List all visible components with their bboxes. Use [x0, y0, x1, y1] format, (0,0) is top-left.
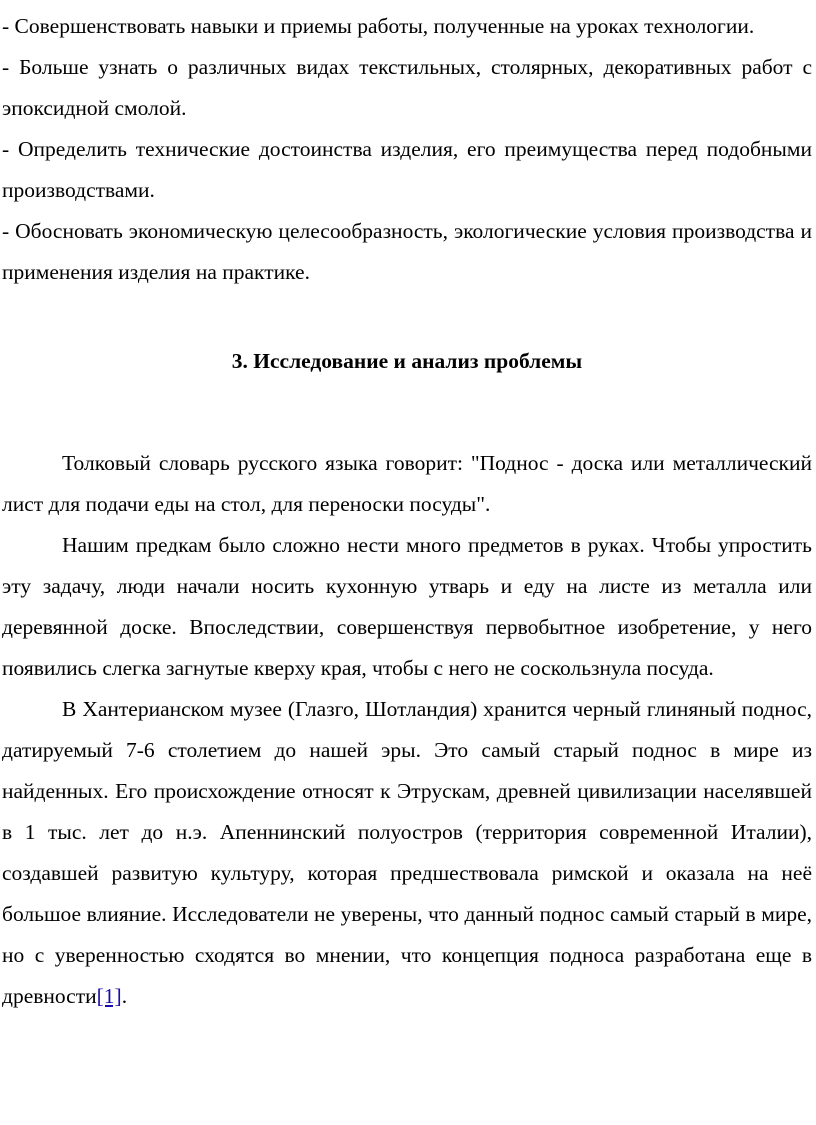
section-body	[2, 382, 812, 1017]
paragraph-museum	[2, 689, 812, 1017]
section-heading: 3. Исследование и анализ проблемы	[231, 349, 583, 373]
list-item: - Больше узнать о различных видах текстильных, столярных, декоративных работ с эпоксидной смолой.	[2, 55, 812, 120]
paragraph-museum-text: В Хантерианском музее (Глазго, Шотландия) хранится черный глиняный поднос, датируемый 7-6 столетием до нашей эры. Это самый старый поднос в мире из найденных. Его происхождение относят к Этрускам, древней цивилизации населявшей в 1 тыс. лет до н.э. Апеннинский полуостров (территория современной Италии), создавшей развитую культуру, которая предшествовала римской и оказала на неё большое влияние. Исследователи не уверены, что данный поднос самый старый в мире, но с уверенностью сходятся во мнении, что концепция подноса разработана еще в древности	[2, 697, 812, 1008]
goals-list	[2, 0, 812, 293]
paragraph-definition: Толковый словарь русского языка говорит: "Поднос - доска или металлический лист для подачи еды на стол, для переноски посуды".	[2, 451, 812, 516]
list-item: - Совершенствовать навыки и приемы работы, полученные на уроках технологии.	[2, 14, 755, 38]
list-item: - Обосновать экономическую целесообразность, экологические условия производства и применения изделия на практике.	[2, 219, 812, 284]
paragraph-history: Нашим предкам было сложно нести много предметов в руках. Чтобы упростить эту задачу, люди начали носить кухонную утварь и еду на листе из металла или деревянной доске. Впоследствии, совершенствуя первобытное изобретение, у него появились слегка загнутые кверху края, чтобы с него не соскользнула посуда.	[2, 533, 812, 680]
paragraph-museum-end: .	[121, 984, 128, 1008]
footnote-link[interactable]: [1]	[96, 984, 122, 1008]
list-item: - Определить технические достоинства изделия, его преимущества перед подобными производствами.	[2, 137, 812, 202]
